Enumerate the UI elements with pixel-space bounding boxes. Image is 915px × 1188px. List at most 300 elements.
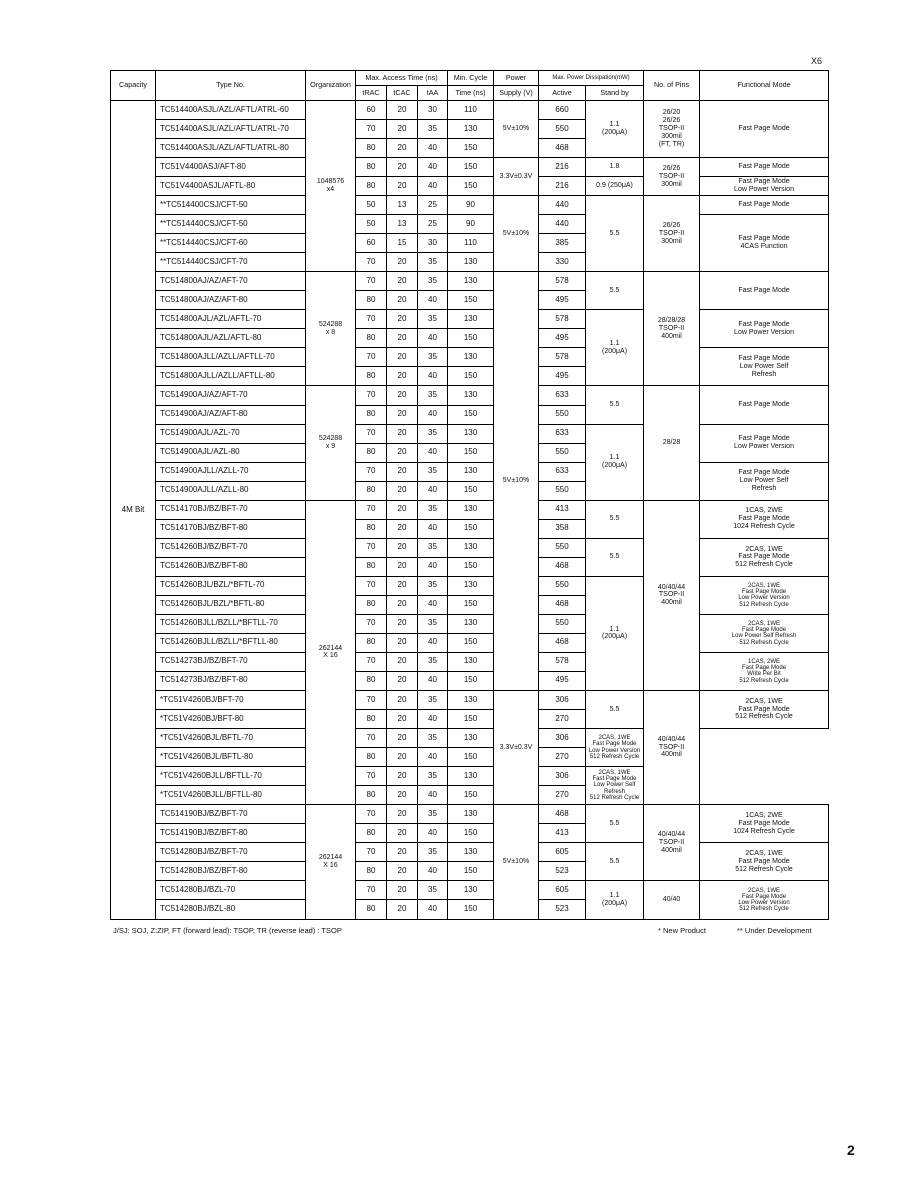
min-cycle-cell: 130 [448,310,494,329]
tcac-cell: 20 [387,557,418,576]
tcac-cell: 20 [387,900,418,920]
pin-count-cell: 28/28/28 TSOP-II 400mil [644,272,700,386]
trac-cell: 80 [356,786,387,805]
type-no-cell: TC514800AJ/AZ/AFT-70 [156,272,306,291]
sheet-id: X6 [811,56,823,66]
active-power-cell: 216 [539,177,586,196]
table-row [111,215,829,234]
trac-cell: 60 [356,101,387,120]
tcac-cell: 20 [387,576,418,595]
trac-cell: 80 [356,329,387,348]
active-power-cell: 270 [539,786,586,805]
table-row [111,843,829,862]
trac-cell: 80 [356,158,387,177]
tcac-cell: 20 [387,862,418,881]
type-no-cell: TC514800AJLL/AZLL/AFTLL-80 [156,367,306,386]
taa-cell: 25 [418,215,448,234]
table-row [111,614,829,633]
trac-cell: 70 [356,500,387,519]
trac-cell: 70 [356,272,387,291]
active-power-cell: 468 [539,805,586,824]
trac-cell: 70 [356,424,387,443]
table-row [111,690,829,709]
taa-cell: 35 [418,348,448,367]
taa-cell: 40 [418,862,448,881]
active-power-cell: 550 [539,443,586,462]
min-cycle-cell: 110 [448,101,494,120]
min-cycle-cell: 90 [448,215,494,234]
taa-cell: 35 [418,424,448,443]
type-no-cell: TC514900AJ/AZ/AFT-70 [156,386,306,405]
table-row [111,177,829,196]
functional-mode-cell: 2CAS, 1WE Fast Page Mode 512 Refresh Cycle [700,538,829,576]
standby-power-cell: 1.1 (200μA) [586,881,644,920]
new-product-note: * New Product [658,926,706,935]
taa-cell: 40 [418,748,448,767]
taa-cell: 35 [418,120,448,139]
functional-mode-cell: 2CAS, 1WE Fast Page Mode Low Power Version 512 Refresh Cycle [700,881,829,920]
table-row [111,310,829,329]
trac-cell: 80 [356,671,387,690]
functional-mode-cell: Fast Page Mode [700,196,829,215]
trac-cell: 80 [356,139,387,158]
active-power-cell: 413 [539,824,586,843]
trac-cell: 80 [356,519,387,538]
min-cycle-cell: 150 [448,633,494,652]
active-power-cell: 523 [539,862,586,881]
active-power-cell: 550 [539,576,586,595]
taa-cell: 40 [418,824,448,843]
tcac-cell: 20 [387,310,418,329]
functional-mode-cell: Fast Page Mode Low Power Version [700,177,829,196]
trac-cell: 70 [356,881,387,900]
active-power-cell: 306 [539,729,586,748]
trac-cell: 50 [356,215,387,234]
active-power-cell: 633 [539,424,586,443]
min-cycle-cell: 150 [448,748,494,767]
trac-cell: 70 [356,767,387,786]
page-number: 2 [847,1142,855,1158]
taa-cell: 40 [418,405,448,424]
min-cycle-cell: 150 [448,595,494,614]
type-no-cell: TC514260BJL/BZL/*BFTL-70 [156,576,306,595]
taa-cell: 35 [418,690,448,709]
functional-mode-cell: 1CAS, 2WE Fast Page Mode 1024 Refresh Cycle [700,500,829,538]
trac-cell: 70 [356,348,387,367]
taa-cell: 40 [418,786,448,805]
pin-count-cell: 40/40/44 TSOP-II 400mil [644,690,700,804]
active-power-cell: 550 [539,481,586,500]
table-row [111,805,829,824]
active-power-cell: 468 [539,633,586,652]
functional-mode-cell: Fast Page Mode [700,272,829,310]
active-power-cell: 440 [539,196,586,215]
type-no-cell: TC514260BJL/BZL/*BFTL-80 [156,595,306,614]
min-cycle-cell: 150 [448,900,494,920]
taa-cell: 40 [418,158,448,177]
pin-count-cell: 26/20 26/26 TSOP-II 300mil (FT, TR) [644,101,700,158]
active-power-cell: 523 [539,900,586,920]
header-standby: Stand by [586,86,644,101]
taa-cell: 40 [418,671,448,690]
functional-mode-cell: Fast Page Mode 4CAS Function [700,215,829,272]
trac-cell: 70 [356,805,387,824]
trac-cell: 70 [356,386,387,405]
taa-cell: 35 [418,767,448,786]
taa-cell: 40 [418,595,448,614]
trac-cell: 70 [356,310,387,329]
table-row [111,729,829,748]
min-cycle-cell: 130 [448,272,494,291]
type-no-cell: **TC514440CSJ/CFT-60 [156,234,306,253]
min-cycle-cell: 130 [448,424,494,443]
active-power-cell: 633 [539,386,586,405]
taa-cell: 40 [418,557,448,576]
functional-mode-cell: Fast Page Mode Low Power Self Refresh [700,462,829,500]
tcac-cell: 20 [387,690,418,709]
taa-cell: 35 [418,652,448,671]
tcac-cell: 20 [387,595,418,614]
trac-cell: 70 [356,576,387,595]
tcac-cell: 20 [387,253,418,272]
type-no-cell: TC514400ASJL/AZL/AFTL/ATRL-70 [156,120,306,139]
taa-cell: 35 [418,462,448,481]
table-row [111,576,829,595]
active-power-cell: 468 [539,557,586,576]
type-no-cell: TC514170BJ/BZ/BFT-70 [156,500,306,519]
pin-count-cell: 40/40/44 TSOP-II 400mil [644,500,700,690]
organization-cell: 262144 X 16 [306,805,356,920]
tcac-cell: 20 [387,729,418,748]
active-power-cell: 633 [539,462,586,481]
functional-mode-cell: 2CAS, 1WE Fast Page Mode Low Power Version 512 Refresh Cycle [586,729,644,767]
table-row [111,386,829,405]
min-cycle-cell: 130 [448,253,494,272]
taa-cell: 35 [418,272,448,291]
standby-power-cell: 5.5 [586,500,644,538]
min-cycle-cell: 110 [448,234,494,253]
taa-cell: 40 [418,177,448,196]
tcac-cell: 20 [387,367,418,386]
active-power-cell: 550 [539,614,586,633]
header-power-unit: Supply (V) [494,86,539,101]
min-cycle-cell: 130 [448,500,494,519]
type-no-cell: TC514260BJ/BZ/BFT-80 [156,557,306,576]
tcac-cell: 20 [387,291,418,310]
trac-cell: 80 [356,291,387,310]
functional-mode-cell: 1CAS, 2WE Fast Page Mode Write Per Bit 512 Refresh Cycle [700,652,829,690]
taa-cell: 40 [418,329,448,348]
min-cycle-cell: 150 [448,405,494,424]
type-no-cell: TC514170BJ/BZ/BFT-80 [156,519,306,538]
table-row [111,881,829,900]
active-power-cell: 578 [539,348,586,367]
power-supply-cell: 3.3V±0.3V [494,690,539,804]
header-mode: Functional Mode [700,71,829,101]
min-cycle-cell: 150 [448,786,494,805]
taa-cell: 40 [418,443,448,462]
trac-cell: 70 [356,843,387,862]
taa-cell: 40 [418,291,448,310]
trac-cell: 70 [356,729,387,748]
active-power-cell: 495 [539,291,586,310]
taa-cell: 35 [418,253,448,272]
taa-cell: 35 [418,843,448,862]
active-power-cell: 468 [539,139,586,158]
taa-cell: 35 [418,538,448,557]
taa-cell: 40 [418,900,448,920]
min-cycle-cell: 150 [448,291,494,310]
type-no-cell: *TC51V4260BJLL/BFTLL-80 [156,786,306,805]
power-supply-cell: 5V±10% [494,196,539,272]
type-no-cell: TC514900AJLL/AZLL-80 [156,481,306,500]
type-no-cell: *TC51V4260BJL/BFTL-80 [156,748,306,767]
organization-cell: 1048576 x4 [306,101,356,272]
header-capacity: Capacity [111,71,156,101]
standby-power-cell: 5.5 [586,386,644,424]
min-cycle-cell: 150 [448,443,494,462]
type-no-cell: TC51V4400ASJ/AFT-80 [156,158,306,177]
min-cycle-cell: 130 [448,614,494,633]
tcac-cell: 13 [387,215,418,234]
type-no-cell: TC514273BJ/BZ/BFT-70 [156,652,306,671]
standby-power-cell: 0.9 (250μA) [586,177,644,196]
header-power: Power [494,71,539,86]
trac-cell: 80 [356,367,387,386]
tcac-cell: 20 [387,786,418,805]
type-no-cell: **TC514440CSJ/CFT-70 [156,253,306,272]
active-power-cell: 413 [539,500,586,519]
tcac-cell: 15 [387,234,418,253]
tcac-cell: 20 [387,101,418,120]
tcac-cell: 20 [387,500,418,519]
min-cycle-cell: 130 [448,120,494,139]
functional-mode-cell: 1CAS, 2WE Fast Page Mode 1024 Refresh Cycle [700,805,829,843]
standby-power-cell: 1.8 [586,158,644,177]
taa-cell: 25 [418,196,448,215]
taa-cell: 35 [418,310,448,329]
table-row [111,767,829,786]
under-development-note: ** Under Development [737,926,812,935]
trac-cell: 70 [356,690,387,709]
min-cycle-cell: 150 [448,710,494,729]
functional-mode-cell: Fast Page Mode Low Power Self Refresh [700,348,829,386]
trac-cell: 80 [356,595,387,614]
standby-power-cell: 5.5 [586,196,644,272]
type-no-cell: TC514280BJ/BZL-80 [156,900,306,920]
standby-power-cell: 5.5 [586,272,644,310]
taa-cell: 35 [418,729,448,748]
standby-power-cell: 5.5 [586,538,644,576]
trac-cell: 70 [356,538,387,557]
min-cycle-cell: 150 [448,139,494,158]
min-cycle-cell: 150 [448,481,494,500]
tcac-cell: 20 [387,824,418,843]
taa-cell: 40 [418,139,448,158]
table-row [111,101,829,120]
tcac-cell: 20 [387,767,418,786]
trac-cell: 70 [356,253,387,272]
tcac-cell: 20 [387,614,418,633]
active-power-cell: 440 [539,215,586,234]
active-power-cell: 270 [539,710,586,729]
type-no-cell: TC514260BJLL/BZLL/*BFTLL-70 [156,614,306,633]
spec-rows [111,101,829,920]
trac-cell: 80 [356,481,387,500]
functional-mode-cell: 2CAS, 1WE Fast Page Mode Low Power Version 512 Refresh Cycle [700,576,829,614]
header-tcac: tCAC [387,86,418,101]
trac-cell: 50 [356,196,387,215]
table-row [111,158,829,177]
header-max-power: Max. Power Dissipation(mW) [539,71,644,86]
header-pins: No. of Pins [644,71,700,101]
functional-mode-cell: Fast Page Mode [700,101,829,158]
functional-mode-cell: Fast Page Mode Low Power Version [700,424,829,462]
active-power-cell: 550 [539,120,586,139]
tcac-cell: 20 [387,120,418,139]
type-no-cell: TC514800AJL/AZL/AFTL-70 [156,310,306,329]
taa-cell: 40 [418,633,448,652]
type-no-cell: *TC51V4260BJL/BFTL-70 [156,729,306,748]
package-legend: J/SJ: SOJ, Z:ZIP, FT (forward lead): TSOP, TR (reverse lead) : TSOP [113,926,342,935]
taa-cell: 35 [418,500,448,519]
type-no-cell: TC514280BJ/BZL-70 [156,881,306,900]
min-cycle-cell: 130 [448,462,494,481]
pin-count-cell: 28/28 [644,386,700,500]
table-row [111,424,829,443]
tcac-cell: 20 [387,405,418,424]
active-power-cell: 605 [539,881,586,900]
min-cycle-cell: 130 [448,576,494,595]
tcac-cell: 20 [387,881,418,900]
capacity-cell: 4M Bit [111,101,156,920]
header-min-cycle-unit: Time (ns) [448,86,494,101]
header-min-cycle: Min. Cycle [448,71,494,86]
min-cycle-cell: 130 [448,881,494,900]
tcac-cell: 20 [387,805,418,824]
active-power-cell: 495 [539,367,586,386]
trac-cell: 70 [356,462,387,481]
standby-power-cell: 1.1 (200μA) [586,101,644,158]
trac-cell: 80 [356,900,387,920]
active-power-cell: 550 [539,538,586,557]
type-no-cell: TC514280BJ/BZ/BFT-80 [156,862,306,881]
taa-cell: 35 [418,614,448,633]
standby-power-cell: 1.1 (200μA) [586,576,644,690]
header-taa: tAA [418,86,448,101]
type-no-cell: **TC514400CSJ/CFT-50 [156,196,306,215]
type-no-cell: *TC51V4260BJ/BFT-70 [156,690,306,709]
tcac-cell: 20 [387,329,418,348]
standby-power-cell: 1.1 (200μA) [586,310,644,386]
min-cycle-cell: 130 [448,652,494,671]
active-power-cell: 605 [539,843,586,862]
min-cycle-cell: 150 [448,158,494,177]
header-organization: Organization [306,71,356,101]
min-cycle-cell: 150 [448,367,494,386]
min-cycle-cell: 90 [448,196,494,215]
trac-cell: 80 [356,748,387,767]
active-power-cell: 216 [539,158,586,177]
functional-mode-cell: 2CAS, 1WE Fast Page Mode Low Power Self Refresh 512 Refresh Cycle [586,767,644,805]
min-cycle-cell: 150 [448,519,494,538]
table-row [111,462,829,481]
pin-count-cell: 26/26 TSOP-II 300mil [644,196,700,272]
table-row [111,348,829,367]
table-row [111,538,829,557]
min-cycle-cell: 130 [448,729,494,748]
table-row [111,748,829,767]
tcac-cell: 20 [387,843,418,862]
min-cycle-cell: 130 [448,348,494,367]
power-supply-cell: 3.3V±0.3V [494,158,539,196]
pin-count-cell: 40/40/44 TSOP-II 400mil [644,805,700,881]
type-no-cell: TC514800AJ/AZ/AFT-80 [156,291,306,310]
pin-count-cell: 26/26 TSOP-II 300mil [644,158,700,196]
active-power-cell: 306 [539,690,586,709]
min-cycle-cell: 130 [448,843,494,862]
organization-cell: 524288 x 8 [306,272,356,386]
min-cycle-cell: 150 [448,671,494,690]
tcac-cell: 13 [387,196,418,215]
trac-cell: 70 [356,120,387,139]
type-no-cell: TC514900AJL/AZL-70 [156,424,306,443]
type-no-cell: TC514800AJLL/AZLL/AFTLL-70 [156,348,306,367]
trac-cell: 80 [356,443,387,462]
min-cycle-cell: 150 [448,329,494,348]
functional-mode-cell: 2CAS, 1WE Fast Page Mode 512 Refresh Cycle [700,690,829,728]
tcac-cell: 20 [387,272,418,291]
active-power-cell: 270 [539,748,586,767]
taa-cell: 35 [418,386,448,405]
active-power-cell: 578 [539,310,586,329]
table-row [111,500,829,519]
type-no-cell: TC514400ASJL/AZL/AFTL/ATRL-60 [156,101,306,120]
min-cycle-cell: 150 [448,557,494,576]
taa-cell: 35 [418,805,448,824]
table-row [111,652,829,671]
table-row [111,786,829,805]
type-no-cell: TC514900AJ/AZ/AFT-80 [156,405,306,424]
header-active: Active [539,86,586,101]
trac-cell: 80 [356,633,387,652]
min-cycle-cell: 130 [448,386,494,405]
type-no-cell: TC514800AJL/AZL/AFTL-80 [156,329,306,348]
active-power-cell: 306 [539,767,586,786]
organization-cell: 262144 X 16 [306,500,356,805]
active-power-cell: 495 [539,671,586,690]
type-no-cell: TC514900AJLL/AZLL-70 [156,462,306,481]
min-cycle-cell: 150 [448,862,494,881]
active-power-cell: 385 [539,234,586,253]
tcac-cell: 20 [387,748,418,767]
type-no-cell: *TC51V4260BJLL/BFTLL-70 [156,767,306,786]
standby-power-cell: 5.5 [586,805,644,843]
tcac-cell: 20 [387,424,418,443]
table-row [111,272,829,291]
tcac-cell: 20 [387,443,418,462]
active-power-cell: 578 [539,272,586,291]
trac-cell: 80 [356,177,387,196]
min-cycle-cell: 130 [448,690,494,709]
active-power-cell: 495 [539,329,586,348]
type-no-cell: TC514280BJ/BZ/BFT-70 [156,843,306,862]
active-power-cell: 468 [539,595,586,614]
power-supply-cell: 5V±10% [494,101,539,158]
trac-cell: 70 [356,614,387,633]
trac-cell: 80 [356,710,387,729]
tcac-cell: 20 [387,652,418,671]
